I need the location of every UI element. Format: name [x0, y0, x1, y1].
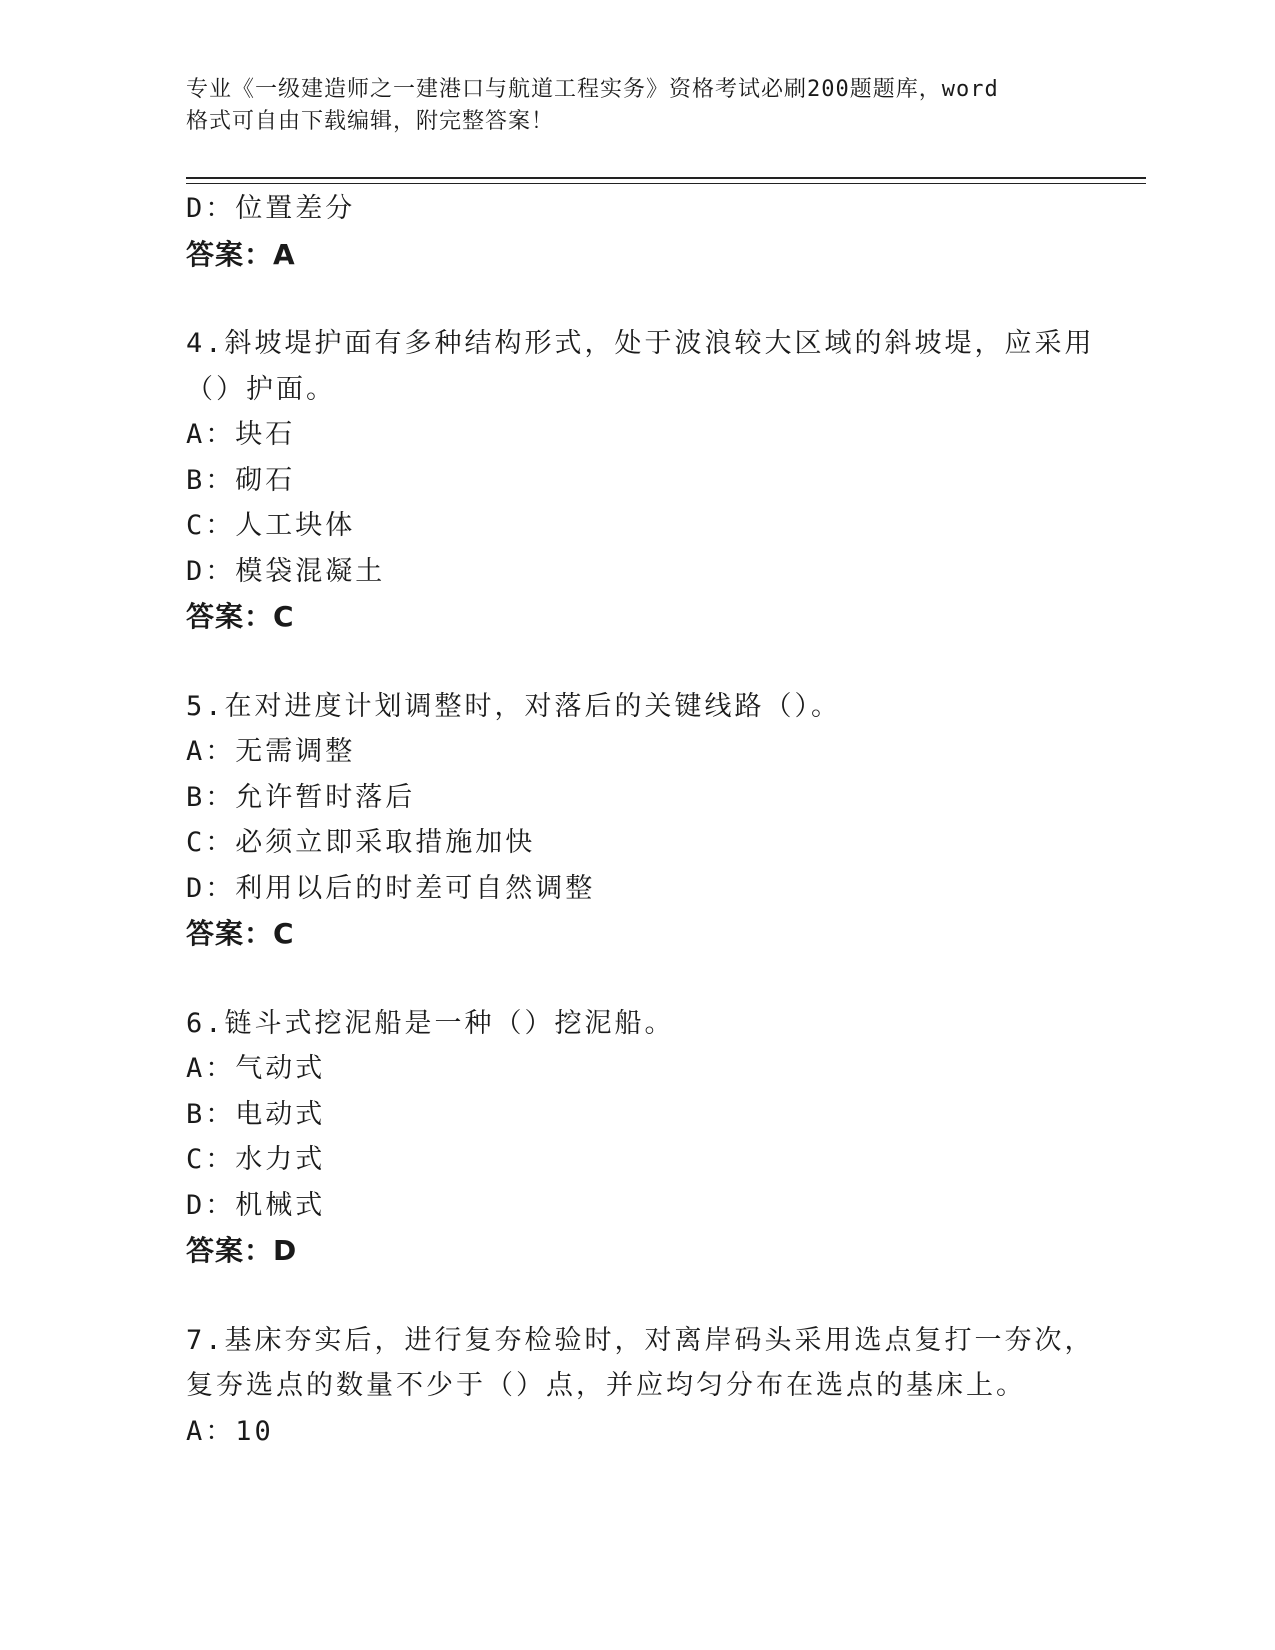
- question-stem: 4.斜坡堤护面有多种结构形式，处于波浪较大区域的斜坡堤，应采用: [186, 328, 1095, 359]
- option-d: D：模袋混凝土: [186, 555, 386, 587]
- answer: 答案：A: [186, 237, 296, 271]
- question-6: [186, 1001, 1086, 1274]
- header-divider: [186, 177, 1146, 184]
- question-stem: 6.链斗式挖泥船是一种（）挖泥船。: [186, 1007, 675, 1039]
- question-stem-continued: 复夯选点的数量不少于（）点，并应均匀分布在选点的基床上。: [186, 1370, 1026, 1401]
- question-stem-continued: （）护面。: [186, 373, 336, 405]
- question-5: [186, 684, 1086, 957]
- header-line-1: 专业《一级建造师之一建港口与航道工程实务》资格考试必刷200题题库，word: [186, 77, 999, 102]
- document-body: [186, 186, 1095, 1454]
- answer: 答案：D: [186, 1234, 298, 1267]
- header-line-2: 格式可自由下载编辑，附完整答案！: [186, 109, 555, 134]
- option-d: D：利用以后的时差可自然调整: [186, 872, 596, 904]
- question-4: [186, 321, 1095, 640]
- question-stem: 5.在对进度计划调整时，对落后的关键线路（）。: [186, 690, 842, 722]
- document-header: [186, 74, 1066, 138]
- answer: 答案：C: [186, 917, 295, 950]
- option-b: B：电动式: [186, 1098, 326, 1130]
- option-c: C：水力式: [186, 1144, 326, 1175]
- option-a: A：无需调整: [186, 736, 356, 767]
- question-7: [186, 1318, 1095, 1455]
- question-stem: 7.基床夯实后，进行复夯检验时，对离岸码头采用选点复打一夯次，: [186, 1324, 1095, 1356]
- answer: 答案：C: [186, 600, 295, 633]
- option-b: B：砌石: [186, 464, 296, 496]
- option-a: A：块石: [186, 419, 296, 450]
- option-b: B：允许暂时落后: [186, 781, 416, 813]
- option-a: A：气动式: [186, 1053, 326, 1084]
- option-d: D：机械式: [186, 1189, 326, 1221]
- option-a: A：10: [186, 1415, 274, 1447]
- document-page: [186, 0, 1146, 1650]
- option-c: C：人工块体: [186, 510, 356, 541]
- option-d: D：位置差分: [186, 193, 356, 224]
- option-c: C：必须立即采取措施加快: [186, 827, 536, 858]
